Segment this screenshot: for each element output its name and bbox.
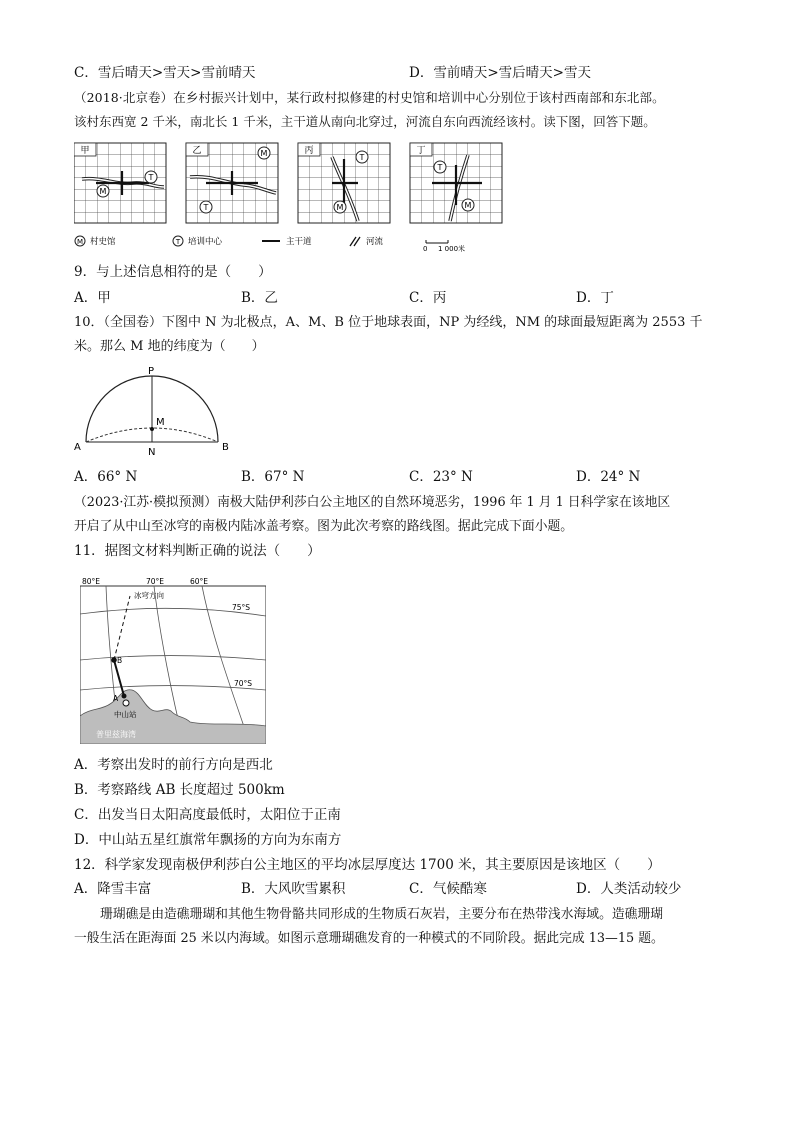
- lat-75: 75°S: [232, 603, 251, 612]
- q10-option-b[interactable]: B．67° N: [241, 469, 305, 485]
- q9-option-a[interactable]: A．甲: [74, 290, 111, 306]
- q10-option-d[interactable]: D．24° N: [576, 469, 641, 485]
- passage1-line2: 该村东西宽 2 千米，南北长 1 千米，主干道从南向北穿过，河流自东向西流经该村。读下图，回答下题。: [74, 114, 656, 129]
- q12-option-a[interactable]: A．降雪丰富: [74, 881, 152, 897]
- map-panel-jia: [74, 143, 166, 223]
- legend-t-icon: T: [175, 238, 181, 246]
- map-label-bing: 丙: [304, 146, 314, 156]
- label-a: A: [74, 442, 81, 453]
- museum-marker: M: [464, 201, 472, 210]
- q12-stem: 12．科学家发现南极伊利莎白公主地区的平均冰层厚度达 1700 米，其主要原因是该地区（ ）: [74, 857, 661, 873]
- legend-scale-value: 1 000米: [438, 245, 466, 253]
- q9-option-d[interactable]: D．丁: [576, 290, 614, 306]
- training-marker: T: [359, 153, 365, 162]
- label-m: M: [156, 417, 165, 428]
- q9-option-b[interactable]: B．乙: [241, 290, 278, 306]
- q9-option-c[interactable]: C．丙: [409, 290, 447, 306]
- passage2-line2: 开启了从中山至冰穹的南极内陆冰盖考察。图为此次考察的路线图。据此完成下面小题。: [74, 519, 574, 534]
- lon-70: 70°E: [146, 577, 165, 586]
- passage3-line1: 珊瑚礁是由造礁珊瑚和其他生物骨骼共同形成的生物质石灰岩，主要分布在热带浅水海域。造礁珊瑚: [100, 907, 664, 922]
- q11-option-d[interactable]: D．中山站五星红旗常年飘扬的方向为东南方: [74, 832, 342, 848]
- training-marker: T: [437, 163, 443, 172]
- point-b-label: B: [117, 656, 123, 665]
- lon-80: 80°E: [82, 577, 101, 586]
- q11-option-b[interactable]: B．考察路线 AB 长度超过 500km: [74, 782, 285, 798]
- map-label-yi: 乙: [192, 146, 202, 156]
- passage2-line1: （2023·江苏·模拟预测）南极大陆伊利莎白公主地区的自然环境恶劣，1996 年 1 月 1 日科学家在该地区: [74, 495, 671, 510]
- museum-marker: M: [260, 149, 268, 158]
- q8-option-d[interactable]: D．雪前晴天>雪后晴天>雪天: [409, 65, 591, 81]
- legend-river: 河流: [366, 237, 384, 247]
- zhongshan-station-label: 中山站: [114, 710, 137, 719]
- museum-marker: M: [99, 187, 107, 196]
- dome-direction-label: 冰穹方向: [134, 591, 164, 600]
- q10-option-c[interactable]: C．23° N: [409, 469, 473, 485]
- map-panel-ding: [410, 143, 502, 223]
- q8-option-c[interactable]: C．雪后晴天>雪天>雪前晴天: [74, 65, 256, 81]
- q10-option-a[interactable]: A．66° N: [74, 469, 138, 485]
- passage3-line2: 一般生活在距海面 25 米以内海域。如图示意珊瑚礁发育的一种模式的不同阶段。据此完成 13—15 题。: [74, 931, 664, 946]
- q11-stem: 11．据图文材料判断正确的说法（ ）: [74, 543, 321, 559]
- museum-marker: M: [336, 203, 344, 212]
- q10-line1: 10．（全国卷）下图中 N 为北极点，A、M、B 位于地球表面，NP 为经线，NM 的球面最短距离为 2553 千: [74, 315, 703, 330]
- prydz-bay-label: 普里兹海湾: [96, 730, 136, 739]
- point-a-label: A: [113, 694, 119, 703]
- village-maps-figure: [74, 140, 514, 258]
- q12-option-b[interactable]: B．大风吹雪累积: [241, 881, 346, 897]
- hemisphere-figure: [68, 362, 240, 458]
- legend-m-icon: M: [76, 238, 84, 246]
- map-legend: [75, 236, 465, 253]
- label-p: P: [148, 366, 155, 377]
- map-panel-yi: [186, 143, 278, 223]
- legend-scale-zero: 0: [423, 245, 428, 253]
- training-marker: T: [203, 203, 209, 212]
- lat-70: 70°S: [234, 679, 253, 688]
- training-marker: T: [148, 173, 154, 182]
- legend-road: 主干道: [286, 237, 312, 247]
- legend-museum: 村史馆: [90, 237, 116, 247]
- q11-option-a[interactable]: A．考察出发时的前行方向是西北: [74, 757, 273, 773]
- map-panel-bing: [298, 143, 390, 223]
- q11-option-c[interactable]: C．出发当日太阳高度最低时，太阳位于正南: [74, 807, 341, 823]
- q10-line2: 米。那么 M 地的纬度为（ ）: [74, 339, 265, 354]
- q12-option-d[interactable]: D．人类活动较少: [576, 881, 682, 897]
- lon-60: 60°E: [190, 577, 209, 586]
- q12-option-c[interactable]: C．气候酷寒: [409, 881, 487, 897]
- passage1-line1: （2018·北京卷）在乡村振兴计划中，某行政村拟修建的村史馆和培训中心分别位于该村西南部和东北部。: [74, 90, 665, 105]
- antarctic-route-map: [80, 576, 266, 744]
- label-b: B: [222, 442, 229, 453]
- q9-stem: 9．与上述信息相符的是（ ）: [74, 264, 272, 280]
- map-label-ding: 丁: [416, 146, 426, 156]
- legend-training: 培训中心: [188, 237, 223, 247]
- map-label-jia: 甲: [80, 146, 90, 156]
- label-n: N: [148, 447, 156, 458]
